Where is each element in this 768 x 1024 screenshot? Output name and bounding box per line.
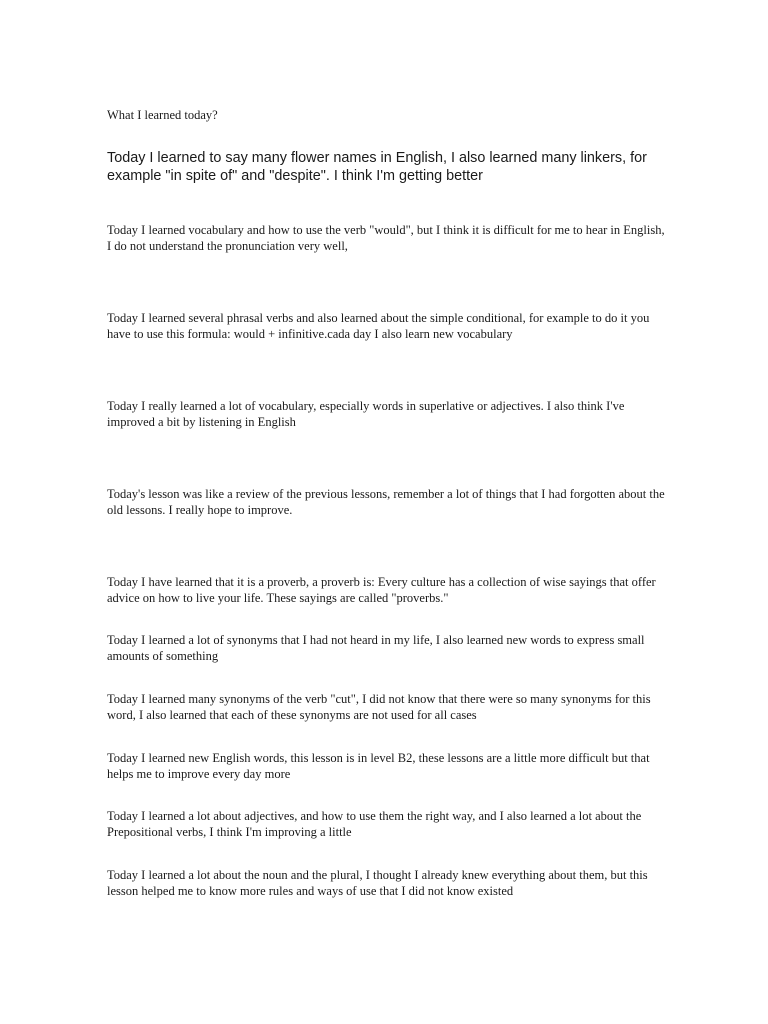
entry-paragraph: Today's lesson was like a review of the previous lessons, remember a lot of things that I had forgotten about the old lessons. I really hope to improve. [107,487,665,517]
entry-paragraph: Today I learned vocabulary and how to use the verb "would", but I think it is difficult for me to hear in English, I do not understand the pronunciation very well, [107,223,665,253]
entry-paragraph: Today I learned a lot of synonyms that I had not heard in my life, I also learned new words to express small amounts of something [107,633,645,663]
document-heading: What I learned today? [107,108,218,122]
entry-paragraph: Today I learned many synonyms of the verb "cut", I did not know that there were so many synonyms for this word, I also learned that each of these synonyms are not used for all cases [107,692,651,722]
entry-paragraph: Today I learned a lot about the noun and the plural, I thought I already knew everything about them, but this lesson helped me to know more rules and ways of use that I did not know existed [107,868,648,898]
entry-paragraph: Today I learned a lot about adjectives, and how to use them the right way, and I also learned a lot about the Prepositional verbs, I think I'm improving a little [107,809,642,839]
entry-paragraph: Today I learned several phrasal verbs and also learned about the simple conditional, for example to do it you have to use this formula: would + infinitive.cada day I also learn new vocabulary [107,311,650,341]
entry-paragraph: Today I really learned a lot of vocabulary, especially words in superlative or adjectives. I also think I've improved a bit by listening in English [107,399,625,429]
intro-paragraph: Today I learned to say many flower names in English, I also learned many linkers, for example "in spite of" and "despite". I think I'm getting better [107,150,647,184]
entry-paragraph: Today I learned new English words, this lesson is in level B2, these lessons are a little more difficult but that helps me to improve every day more [107,751,650,781]
entry-paragraph: Today I have learned that it is a proverb, a proverb is: Every culture has a collection of wise sayings that offer advice on how to live your life. These sayings are called "proverbs." [107,575,656,605]
